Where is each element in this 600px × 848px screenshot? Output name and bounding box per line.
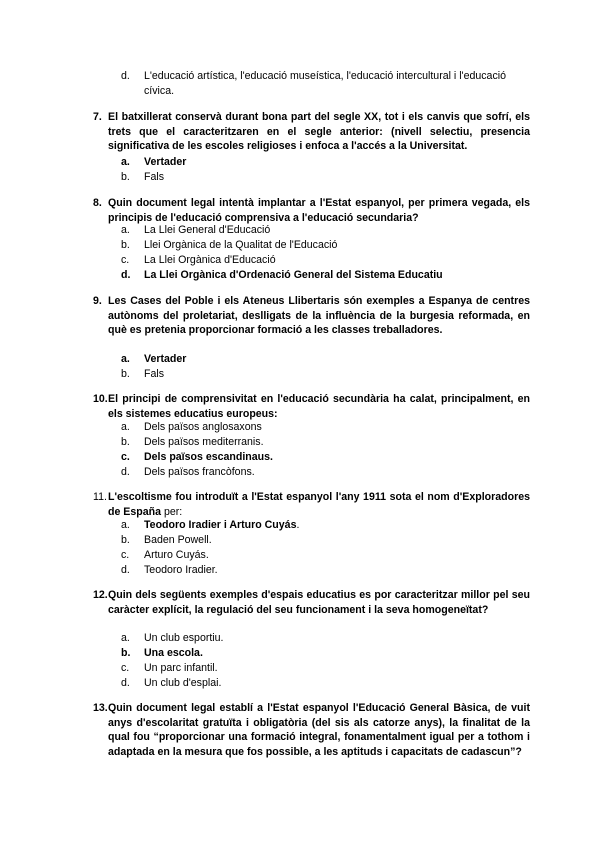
option-letter: d. (121, 466, 130, 478)
prev-option-d (121, 69, 541, 84)
question-text: El principi de comprensivitat en l'educació secundària ha calat, principalment, en els sistemes educatius europeus: (108, 393, 530, 420)
option-text: Un club d'esplai. (144, 677, 222, 689)
option-letter: c. (121, 662, 130, 674)
option-text: Arturo Cuyás. (144, 549, 209, 561)
q7-option-a (121, 155, 541, 170)
q11-option-c (121, 548, 541, 563)
option-letter: d. (121, 677, 130, 689)
q10-option-b (121, 435, 541, 450)
option-letter: d. (121, 269, 131, 281)
question-number: 9. (93, 295, 102, 307)
option-text: Teodoro Iradier i Arturo Cuyás (144, 519, 297, 531)
option-letter: a. (121, 156, 130, 168)
option-text: Dels països mediterranis. (144, 436, 264, 448)
q12-option-b (121, 646, 541, 661)
question-number: 8. (93, 197, 102, 209)
q11-option-d (121, 563, 541, 578)
question-9 (93, 294, 530, 338)
q12-option-a (121, 631, 541, 646)
question-12 (93, 588, 530, 617)
option-letter: a. (121, 353, 130, 365)
q8-option-d (121, 268, 541, 283)
question-11 (93, 490, 530, 519)
option-text-tail: . (296, 519, 300, 531)
option-text: Baden Powell. (144, 534, 212, 546)
q10-option-c (121, 450, 541, 465)
option-text: L'educació artística, l'educació museística, l'educació intercultural i l'educació (144, 70, 506, 82)
question-text-tail: per: (161, 505, 183, 518)
prev-option-d-continued (144, 84, 564, 99)
question-text: Quin document legal intentà implantar a l'Estat espanyol, per primera vegada, els principis de l'educació comprensiva a l'educació secundaria? (108, 197, 530, 224)
q7-option-b (121, 170, 541, 185)
question-text: Quin document legal establí a l'Estat espanyol l'Educació General Bàsica, de vuit anys d'escolaritat gratuïta i obligatòria (del sis als catorze anys), la finalitat de la qual fou “proporcionar una formació integral, fonamentalment igual per a tothom i adaptada en la mesura que fos possible, a les aptituds i capacitats de cadascun”? (108, 702, 530, 758)
option-text: Un parc infantil. (144, 662, 218, 674)
option-text: Dels països escandinaus. (144, 451, 273, 463)
option-letter: a. (121, 519, 130, 531)
option-letter: c. (121, 451, 130, 463)
q11-option-b (121, 533, 541, 548)
q8-option-c (121, 253, 541, 268)
option-letter: b. (121, 239, 130, 251)
q9-option-a (121, 352, 541, 367)
option-text: Un club esportiu. (144, 632, 224, 644)
question-number: 11. (93, 491, 107, 503)
option-letter: b. (121, 647, 131, 659)
question-text: Les Cases del Poble i els Ateneus Llibertaris són exemples a Espanya de centres autònoms del proletariat, deslligats de la influència de la burgesia reformada, en què es pretenia proporcionar formació a les classes treballadores. (108, 295, 530, 337)
option-letter: c. (121, 254, 130, 266)
option-letter: b. (121, 534, 130, 546)
question-8 (93, 196, 530, 225)
q12-option-d (121, 676, 541, 691)
question-text: Quin dels següents exemples d'espais educatius es por caracteritzar millor pel seu caràcter explícit, la regulació del seu funcionament i la seva homogeneïtat? (108, 589, 530, 616)
option-letter: c. (121, 549, 130, 561)
option-text: cívica. (144, 85, 175, 97)
option-letter: b. (121, 368, 130, 380)
option-letter: b. (121, 171, 130, 183)
option-text: La Llei Orgànica d'Ordenació General del Sistema Educatiu (144, 269, 443, 281)
q8-option-b (121, 238, 541, 253)
option-text: Teodoro Iradier. (144, 564, 218, 576)
option-text: Fals (144, 171, 165, 183)
option-text: Una escola. (144, 647, 203, 659)
q12-option-c (121, 661, 541, 676)
q10-option-a (121, 420, 541, 435)
option-letter: b. (121, 436, 130, 448)
question-10 (93, 392, 530, 421)
q9-option-b (121, 367, 541, 382)
option-text: La Llei Orgànica d'Educació (144, 254, 276, 266)
question-text: El batxillerat conservà durant bona part del segle XX, tot i els canvis que sofrí, els trets que el caracteritzaren en el segle anterior: (nivell selectiu, presencia significativa de les escoles religioses i enfoca a l'accés a la Universitat. (108, 111, 530, 153)
option-text: Dels països anglosaxons (144, 421, 262, 433)
option-letter: a. (121, 224, 130, 236)
question-number: 7. (93, 111, 102, 123)
option-letter: d. (121, 564, 130, 576)
question-7 (93, 110, 530, 154)
question-number: 13. (93, 702, 108, 714)
option-text: La Llei General d'Educació (144, 224, 271, 236)
q8-option-a (121, 223, 541, 238)
option-text: Llei Orgànica de la Qualitat de l'Educació (144, 239, 338, 251)
option-text: Fals (144, 368, 165, 380)
option-letter: a. (121, 421, 130, 433)
q11-option-a (121, 518, 541, 533)
question-number: 10. (93, 393, 108, 405)
option-letter: d. (121, 70, 130, 82)
question-number: 12. (93, 589, 108, 601)
q10-option-d (121, 465, 541, 480)
option-letter: a. (121, 632, 130, 644)
option-text: Vertader (144, 156, 187, 168)
question-text: L'escoltisme fou introduït a l'Estat espanyol l'any 1911 sota el nom d'Exploradores de España (108, 491, 530, 518)
option-text: Dels països francòfons. (144, 466, 255, 478)
option-text: Vertader (144, 353, 187, 365)
question-13 (93, 701, 530, 759)
